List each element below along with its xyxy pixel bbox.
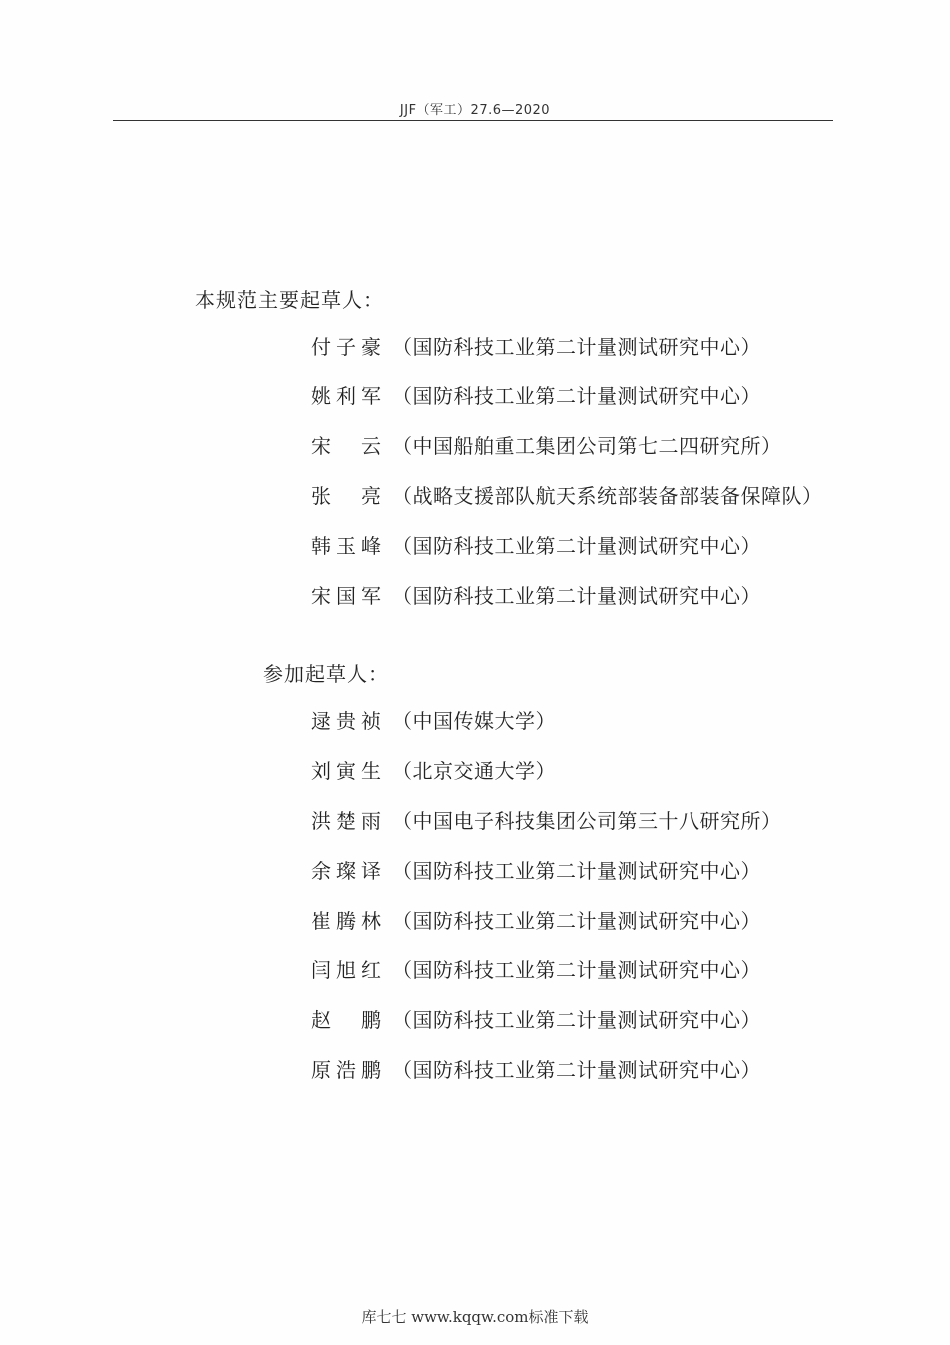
- drafter-name: 姚利军: [311, 384, 381, 408]
- document-code-header: JJF（军工）27.6—2020: [399, 103, 551, 118]
- participant-org: （中国传媒大学）: [392, 709, 556, 733]
- participant-row: [311, 706, 556, 736]
- participant-row: [311, 955, 761, 985]
- participant-org: （国防科技工业第二计量测试研究中心）: [392, 859, 761, 883]
- participant-name: 闫旭红: [311, 958, 381, 982]
- drafter-org: （国防科技工业第二计量测试研究中心）: [392, 384, 761, 408]
- main-drafter-row: [311, 431, 782, 461]
- participant-name: 洪楚雨: [311, 809, 381, 833]
- drafter-name: 宋云: [311, 434, 381, 458]
- drafter-org: （中国船舶重工集团公司第七二四研究所）: [392, 434, 782, 458]
- participant-row: [311, 856, 761, 886]
- drafter-org: （战略支援部队航天系统部装备部装备保障队）: [392, 484, 823, 508]
- participant-name: 崔腾林: [311, 909, 381, 933]
- main-drafter-row: [311, 581, 761, 611]
- participant-name: 赵鹏: [311, 1008, 381, 1032]
- participant-name: 逯贵祯: [311, 709, 381, 733]
- participant-org: （国防科技工业第二计量测试研究中心）: [392, 958, 761, 982]
- drafter-name: 张亮: [311, 484, 381, 508]
- participant-name: 原浩鹏: [311, 1058, 381, 1082]
- drafter-name: 付子豪: [311, 335, 381, 359]
- header-rule: [113, 120, 833, 121]
- participant-org: （中国电子科技集团公司第三十八研究所）: [392, 809, 782, 833]
- drafter-org: （国防科技工业第二计量测试研究中心）: [392, 335, 761, 359]
- participant-org: （国防科技工业第二计量测试研究中心）: [392, 1058, 761, 1082]
- participant-row: [311, 1005, 761, 1035]
- main-drafter-row: [311, 332, 761, 362]
- drafter-org: （国防科技工业第二计量测试研究中心）: [392, 584, 761, 608]
- main-drafter-row: [311, 481, 823, 511]
- participant-name: 余璨译: [311, 859, 381, 883]
- drafter-name: 宋国军: [311, 584, 381, 608]
- participant-row: [311, 806, 782, 836]
- participants-title: 参加起草人：: [263, 662, 389, 686]
- participant-org: （国防科技工业第二计量测试研究中心）: [392, 909, 761, 933]
- participant-org: （国防科技工业第二计量测试研究中心）: [392, 1008, 761, 1032]
- main-drafter-row: [311, 531, 761, 561]
- main-drafter-row: [311, 381, 761, 411]
- main-drafters-title: 本规范主要起草人：: [195, 288, 384, 312]
- participant-row: [311, 906, 761, 936]
- participant-org: （北京交通大学）: [392, 759, 556, 783]
- participant-row: [311, 1055, 761, 1085]
- drafter-org: （国防科技工业第二计量测试研究中心）: [392, 534, 761, 558]
- footer-watermark-text: 库七七 www.kqqw.com标准下载: [361, 1308, 589, 1326]
- drafter-name: 韩玉峰: [311, 534, 381, 558]
- participant-name: 刘寅生: [311, 759, 381, 783]
- participant-row: [311, 756, 556, 786]
